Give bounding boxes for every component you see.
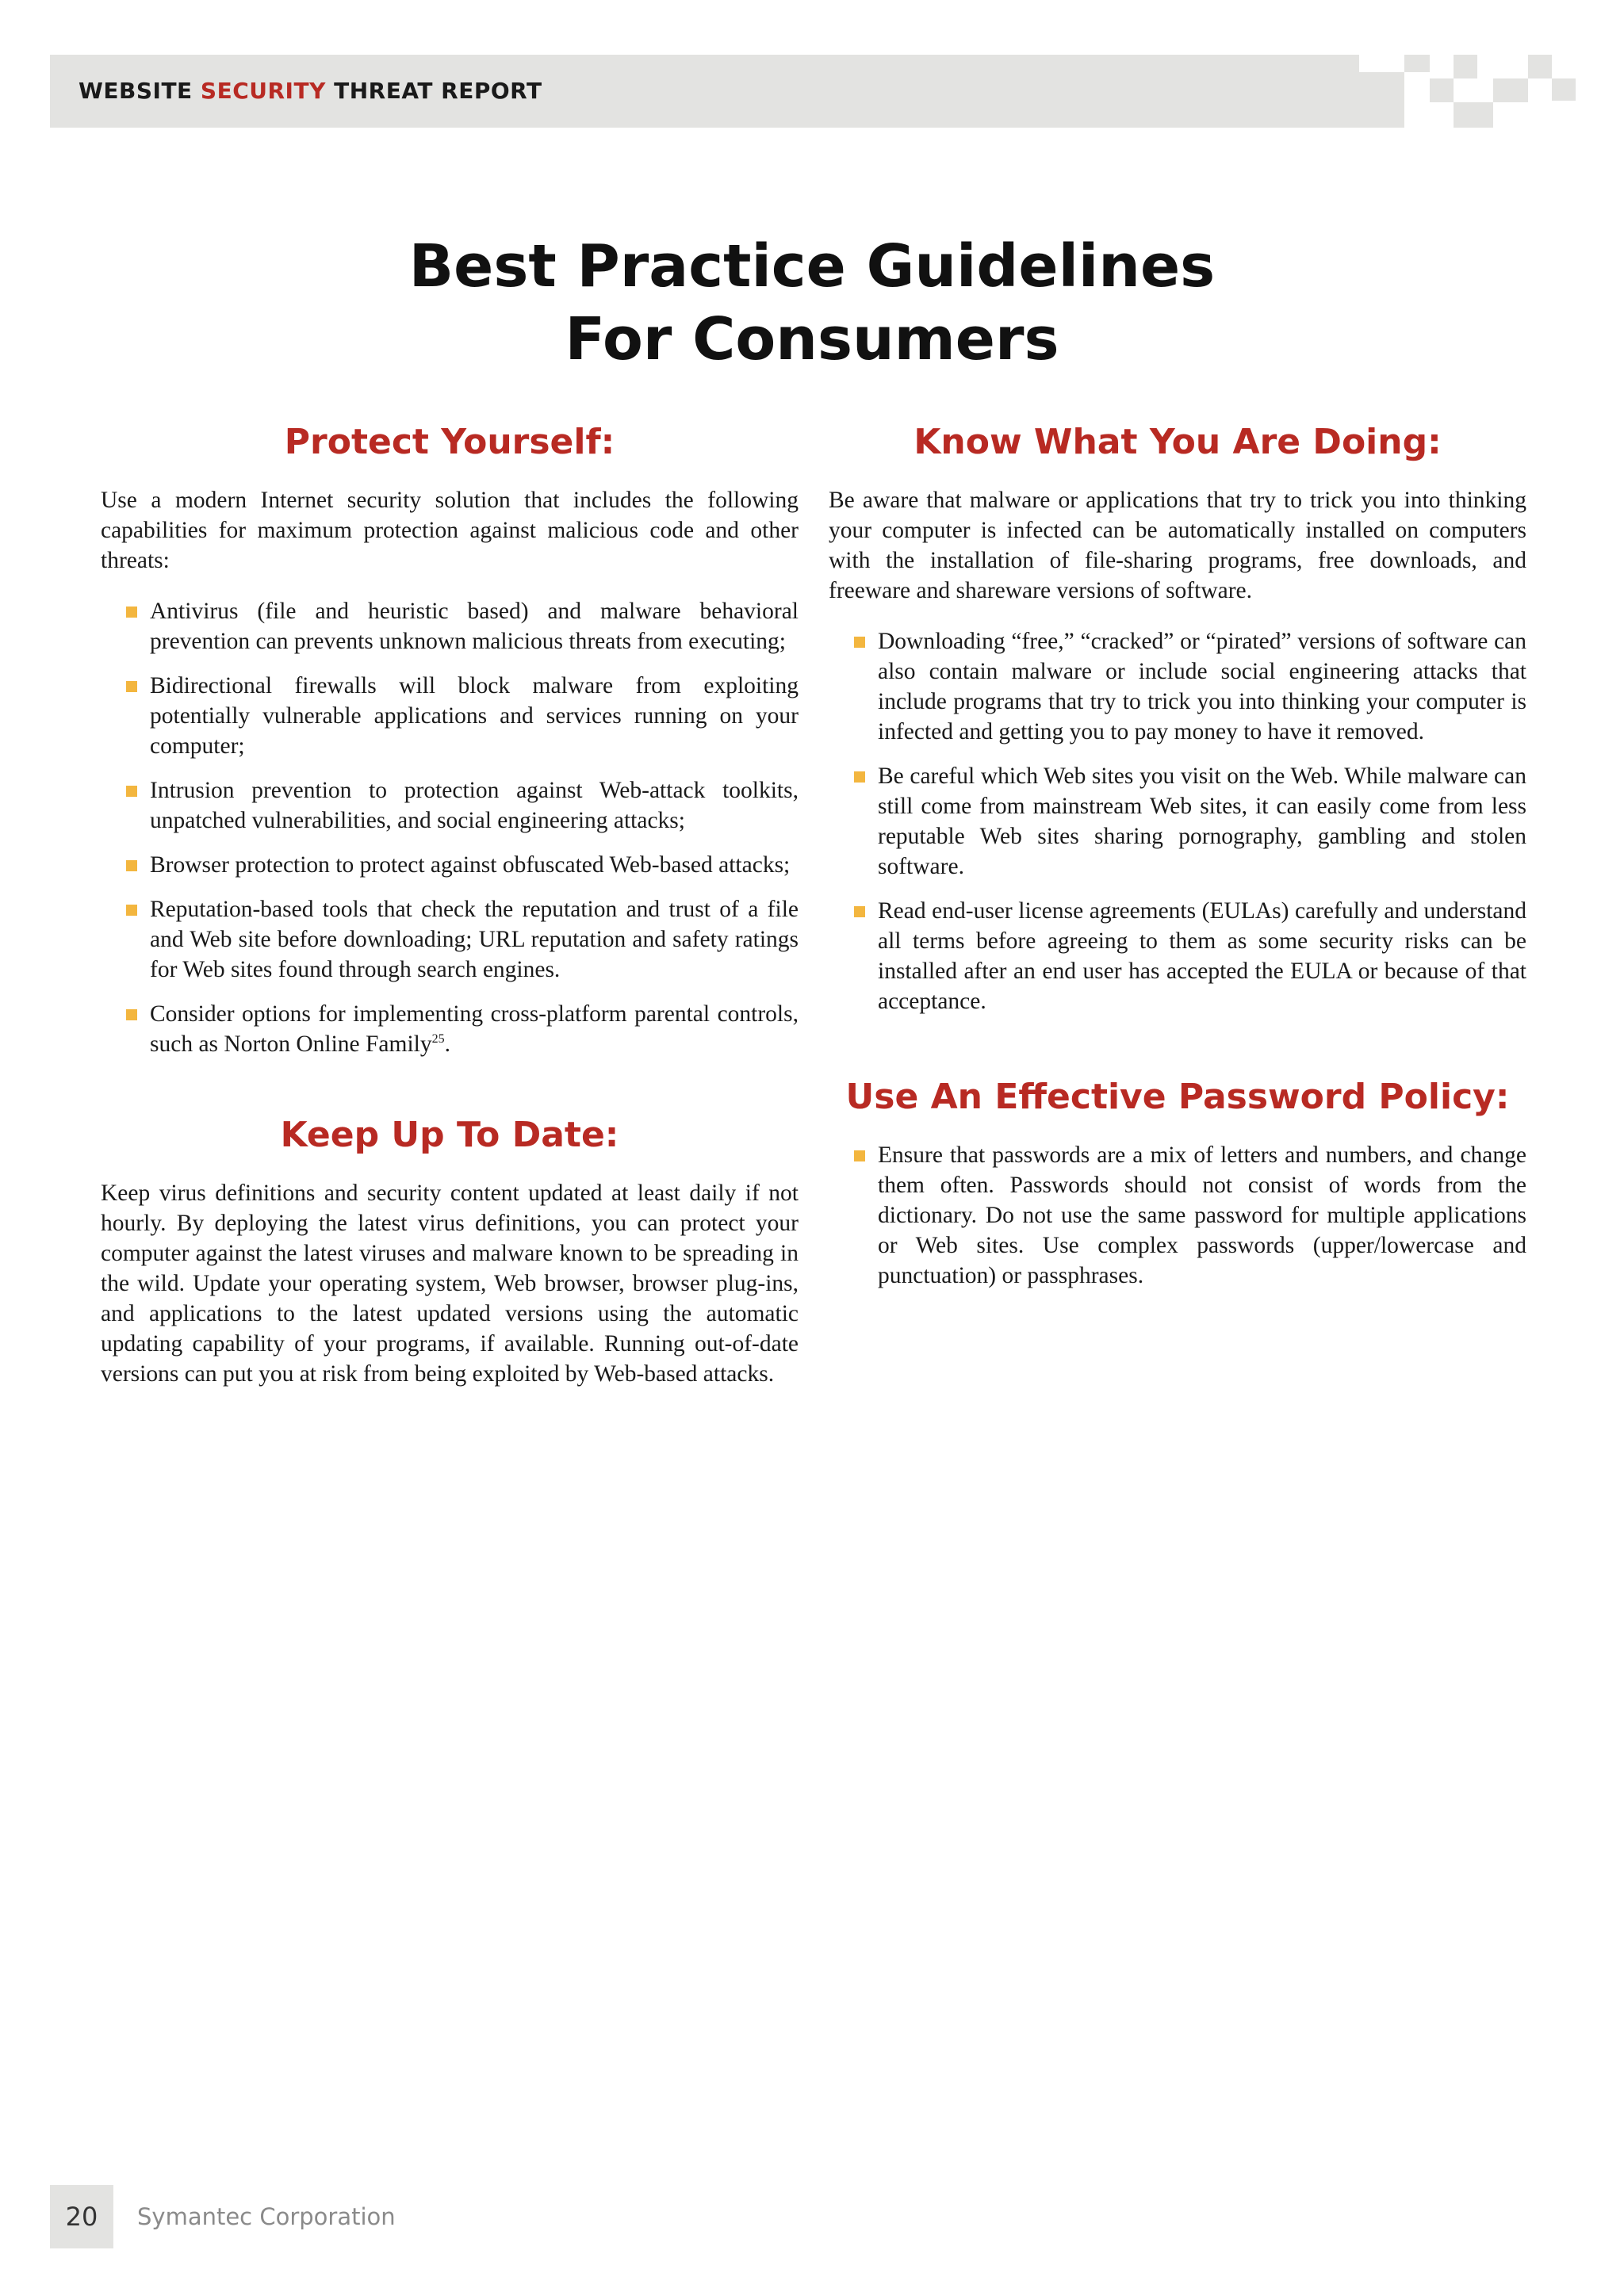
keep-up-to-date-heading: Keep Up To Date: [280, 1115, 619, 1155]
list-item: Consider options for implementing cross-platform parental controls, such as Norton Online Family$^{25}$. [150, 999, 799, 1059]
bullet-square-icon [126, 905, 137, 916]
bullet-square-icon [854, 637, 865, 648]
bullet-square-icon [854, 906, 865, 917]
bullet-square-icon [126, 1009, 137, 1020]
footnote-marker: 25 [431, 1032, 445, 1047]
list-item: Browser protection to protect against obfuscated Web-based attacks; [150, 850, 799, 880]
protect-list [101, 596, 799, 1059]
header-title-part1: WEBSITE [79, 78, 201, 104]
password-list [829, 1140, 1526, 1291]
bullet-square-icon [126, 607, 137, 618]
header-title-part2: THREAT REPORT [325, 78, 542, 104]
protect-intro: Use a modern Internet security solution that includes the following capabilities for maximum protection against malicious code and other threats: [101, 488, 799, 573]
pixel-pattern-block [1528, 78, 1552, 128]
left-column [101, 419, 799, 1410]
list-item: Be careful which Web sites you visit on the Web. While malware can still come from mainstream Web sites, it can easily come from less reputable Web sites sharing pornography, gambling and stolen software. [878, 761, 1526, 882]
pixel-pattern-block [1359, 55, 1404, 72]
header-title-accent: SECURITY [200, 78, 326, 104]
report-header-bar [50, 55, 1576, 128]
page-title-line2: For Consumers [565, 305, 1059, 373]
know-what-you-are-doing-heading: Know What You Are Doing: [914, 422, 1442, 462]
list-item: Intrusion prevention to protection against Web-attack toolkits, unpatched vulnerabilities, and social engineering attacks; [150, 775, 799, 836]
protect-yourself-heading: Protect Yourself: [284, 422, 615, 462]
pixel-pattern-block [1430, 55, 1454, 78]
pixel-pattern-block [1430, 102, 1454, 128]
bullet-square-icon [854, 1150, 865, 1161]
pixel-pattern-block [1493, 102, 1528, 128]
know-intro: Be aware that malware or applications that try to trick you into thinking your computer is infected can be automatically installed on computers with the installation of file-sharing programs, free downloads, and freeware and shareware versions of software. [829, 488, 1526, 603]
right-column [829, 419, 1526, 1305]
know-list [829, 626, 1526, 1016]
keep-up-to-date-body: Keep virus definitions and security content updated at least daily if not hourly. By deploying the latest virus definitions, you can protect your computer against the latest viruses and malware known to be spreading in the wild. Update your operating system, Web browser, browser plug-ins, and applications to the latest updated versions using the automatic updating capability of your programs, if available. Running out-of-date versions can put you at risk from being exploited by Web-based attacks. [101, 1181, 799, 1387]
list-item: Ensure that passwords are a mix of letters and numbers, and change them often. Passwords should not consist of words from the dictionary. Do not use the same password for multiple applications or Web sites. Use complex passwords (upper/lowercase and punctuation) or passphrases. [878, 1140, 1526, 1291]
list-item: Downloading “free,” “cracked” or “pirated” versions of software can also contain malware or include social engineering attacks that include programs that try to trick you into thinking your computer is infected and getting you to pay money to have it removed. [878, 626, 1526, 747]
list-item: Read end-user license agreements (EULAs) carefully and understand all terms before agreeing to them as some security risks can be installed after an end user has accepted the EULA or because of that acceptance. [878, 896, 1526, 1016]
list-item: Reputation-based tools that check the reputation and trust of a file and Web site before downloading; URL reputation and safety ratings for Web sites found through search engines. [150, 894, 799, 985]
list-item: Bidirectional firewalls will block malware from exploiting potentially vulnerable applications and services running on your computer; [150, 671, 799, 761]
footer-company: Symantec Corporation [137, 2203, 396, 2230]
pixel-pattern-block [1454, 78, 1493, 102]
pixel-pattern-block [1404, 72, 1430, 128]
page-title [0, 230, 1624, 376]
pixel-pattern-block [1477, 55, 1528, 78]
password-policy-heading: Use An Effective Password Policy: [845, 1077, 1510, 1117]
page-number: 20 [50, 2185, 113, 2248]
pixel-pattern-block [1552, 78, 1576, 101]
bullet-square-icon [126, 786, 137, 797]
report-header-title [79, 55, 542, 128]
page-title-line1: Best Practice Guidelines [408, 232, 1216, 300]
list-item: Antivirus (file and heuristic based) and malware behavioral prevention can prevents unknown malicious threats from executing; [150, 596, 799, 656]
bullet-square-icon [126, 681, 137, 692]
bullet-square-icon [854, 771, 865, 783]
bullet-square-icon [126, 860, 137, 871]
